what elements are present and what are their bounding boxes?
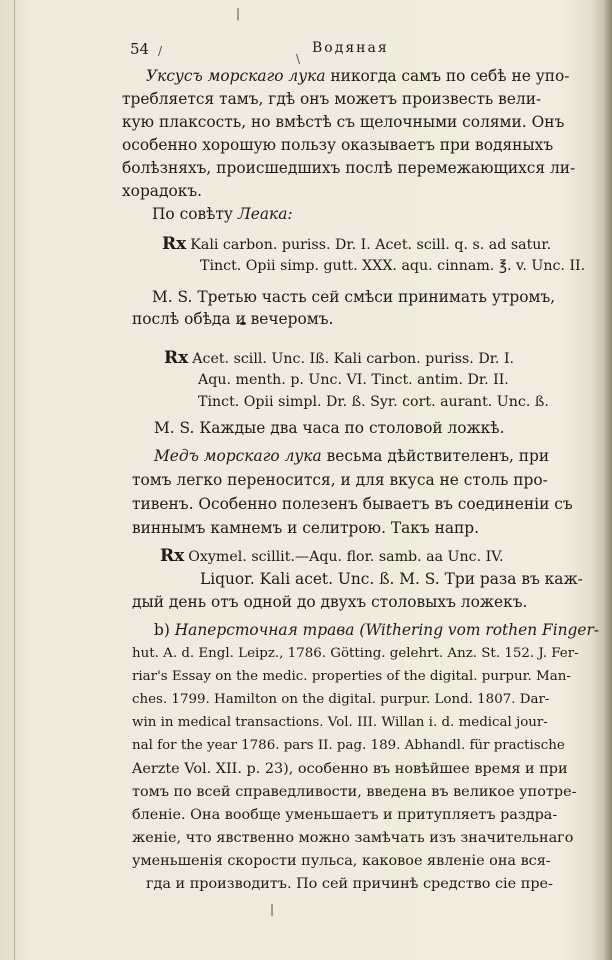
page-number: 54 xyxy=(130,40,150,58)
header-tick: \ xyxy=(296,52,301,66)
text-line: особенно хорошую пользу оказываетъ при водяныхъ xyxy=(122,136,554,154)
text-line: hut. A. d. Engl. Leipz., 1786. Götting. gelehrt. Anz. St. 152. J. Fer- xyxy=(132,646,579,661)
text-line: дый день отъ одной до двухъ столовыхъ ложекъ. xyxy=(132,593,528,611)
text-line: nal for the year 1786. pars II. pag. 189. Abhandl. für practische xyxy=(132,738,565,753)
recipe-symbol: Rx xyxy=(162,234,187,254)
text-line: riar's Essay on the medic. properties of the digital. purpur. Man- xyxy=(132,669,571,684)
prescription-line: Rx Kali carbon. puriss. Dr. I. Acet. scill. q. s. ad satur. xyxy=(162,234,552,254)
text-line: тивенъ. Особенно полезенъ бываетъ въ соединеніи съ xyxy=(132,495,573,513)
text-line: Медъ морскаго лука весьма дѣйствителенъ, при xyxy=(154,447,550,465)
recipe-symbol: Rx xyxy=(164,348,189,368)
top-mark: | xyxy=(236,6,241,20)
text-line: win in medical transactions. Vol. III. Willan i. d. medical jour- xyxy=(132,715,548,730)
prescription-line: Tinct. Opii simpl. Dr. ß. Syr. cort. aurant. Unc. ß. xyxy=(198,394,549,410)
text-line: M. S. Третью часть сей смѣси принимать утромъ, xyxy=(152,288,556,306)
header-mark: / xyxy=(158,44,163,58)
text-line: бленіе. Она вообще уменьшаетъ и притупляетъ раздра- xyxy=(132,807,558,823)
bottom-mark: | xyxy=(270,902,275,916)
prescription-line: Rx Oxymel. scillit.—Aqu. flor. samb. aa Unc. IV. xyxy=(160,546,504,566)
text-line: послѣ обѣда и вечеромъ. xyxy=(132,310,334,328)
text-line: По совѣту Леака: xyxy=(152,205,293,223)
text-line: виннымъ камнемъ и селитрою. Такъ напр. xyxy=(132,519,480,537)
prescription-line: Rx Acet. scill. Unc. Iß. Kali carbon. puriss. Dr. I. xyxy=(164,348,515,368)
text-line: болѣзняхъ, происшедшихъ послѣ перемежающихся ли- xyxy=(122,159,576,177)
text-line: требляется тамъ, гдѣ онъ можетъ произвесть вели- xyxy=(122,90,542,108)
page-edge xyxy=(602,0,612,960)
prescription-line: Aqu. menth. p. Unc. VI. Tinct. antim. Dr. II. xyxy=(198,372,509,388)
text-line: хорадокъ. xyxy=(122,182,203,200)
page-gutter xyxy=(14,0,15,960)
text-line: томъ по всей справедливости, введена въ великое употре- xyxy=(132,784,577,800)
text-line: кую плаксость, но вмѣстѣ съ щелочными солями. Онъ xyxy=(122,113,565,131)
prescription-line: Liquor. Kali acet. Unc. ß. M. S. Три раза въ каж- xyxy=(200,570,583,588)
text-line: гда и производитъ. По сей причинѣ средство сіе пре- xyxy=(146,876,553,892)
text-line: b) Наперстoчная трава (Withering vom rothen Finger- xyxy=(154,621,600,639)
text-line: женіе, что явственно можно замѣчать изъ значительнаго xyxy=(132,830,574,846)
text-line: томъ легко переносится, и для вкуса не столь про- xyxy=(132,471,548,489)
text-line: уменьшенія скорости пульса, каковое явленіе она вся- xyxy=(132,853,551,869)
text-line: Уксусъ морскаго лука никогда самъ по себѣ не упо- xyxy=(146,67,570,85)
prescription-line: Tinct. Opii simp. gutt. XXX. aqu. cinnam. ℥. v. Unc. II. xyxy=(200,258,586,274)
recipe-symbol: Rx xyxy=(160,546,185,566)
running-title: Водяная xyxy=(312,40,389,56)
text-line: M. S. Каждые два часа по столовой ложкѣ. xyxy=(154,419,505,437)
text-line: ches. 1799. Hamilton on the digital. purpur. Lond. 1807. Dar- xyxy=(132,692,550,707)
text-line: Aerzte Vol. XII. p. 23), особенно въ новѣйшее время и при xyxy=(132,761,568,777)
author-name: Леака: xyxy=(237,205,293,223)
